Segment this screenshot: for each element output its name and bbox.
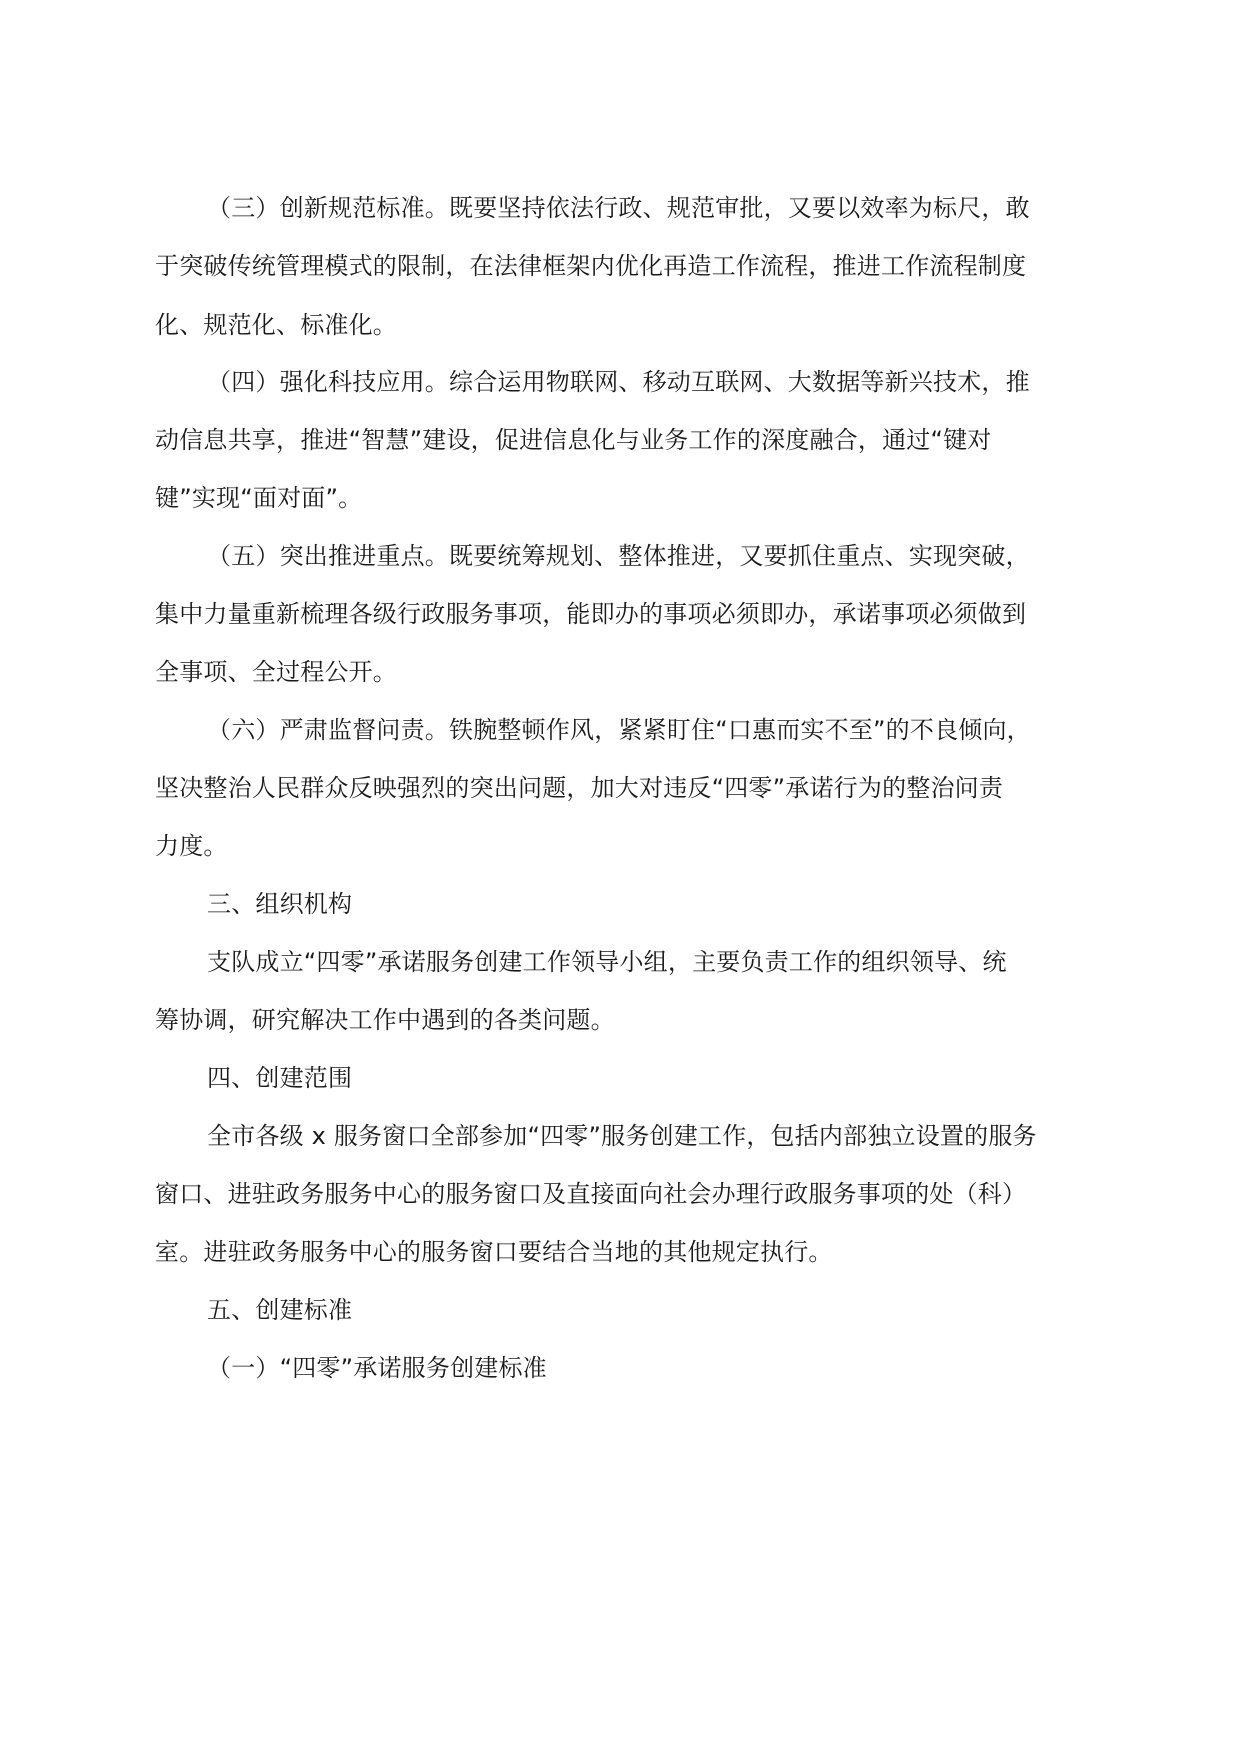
section-heading-scope: 四、创建范围 xyxy=(207,1064,353,1092)
section-heading-standards: 五、创建标准 xyxy=(207,1296,353,1324)
section-heading-organization: 三、组织机构 xyxy=(207,890,353,918)
paragraph-6-line-1: （六）严肃监督问责。铁腕整顿作风，紧紧盯住“口惠而实不至”的不良倾向， xyxy=(207,716,1031,744)
paragraph-6-line-2: 坚决整治人民群众反映强烈的突出问题，加大对违反“四零”承诺行为的整治问责 xyxy=(155,774,1004,802)
organization-line-2: 筹协调，研究解决工作中遇到的各类问题。 xyxy=(155,1006,615,1034)
paragraph-4-line-2: 动信息共享，推进“智慧”建设，促进信息化与业务工作的深度融合，通过“键对 xyxy=(155,426,992,454)
scope-line-2: 窗口、进驻政务服务中心的服务窗口及直接面向社会办理行政服务事项的处（科） xyxy=(155,1180,1027,1208)
paragraph-3-line-3: 化、规范化、标准化。 xyxy=(155,311,397,339)
paragraph-4-line-3: 键”实现“面对面”。 xyxy=(155,484,363,512)
organization-line-1: 支队成立“四零”承诺服务创建工作领导小组，主要负责工作的组织领导、统 xyxy=(207,948,1007,976)
scope-line-1: 全市各级 x 服务窗口全部参加“四零”服务创建工作，包括内部独立设置的服务 xyxy=(207,1122,1037,1150)
paragraph-3-line-1: （三）创新规范标准。既要坚持依法行政、规范审批，又要以效率为标尺，敢 xyxy=(207,194,1030,222)
paragraph-4-line-1: （四）强化科技应用。综合运用物联网、移动互联网、大数据等新兴技术，推 xyxy=(207,368,1030,396)
scope-line-3: 室。进驻政务服务中心的服务窗口要结合当地的其他规定执行。 xyxy=(155,1238,833,1266)
paragraph-5-line-2: 集中力量重新梳理各级行政服务事项，能即办的事项必须即办，承诺事项必须做到 xyxy=(155,600,1027,628)
paragraph-6-line-3: 力度。 xyxy=(155,832,228,860)
paragraph-3-line-2: 于突破传统管理模式的限制，在法律框架内优化再造工作流程，推进工作流程制度 xyxy=(155,252,1027,280)
paragraph-5-line-3: 全事项、全过程公开。 xyxy=(155,658,397,686)
paragraph-5-line-1: （五）突出推进重点。既要统筹规划、整体推进，又要抓住重点、实现突破， xyxy=(207,542,1030,570)
standards-subheading-1: （一）“四零”承诺服务创建标准 xyxy=(207,1354,547,1382)
